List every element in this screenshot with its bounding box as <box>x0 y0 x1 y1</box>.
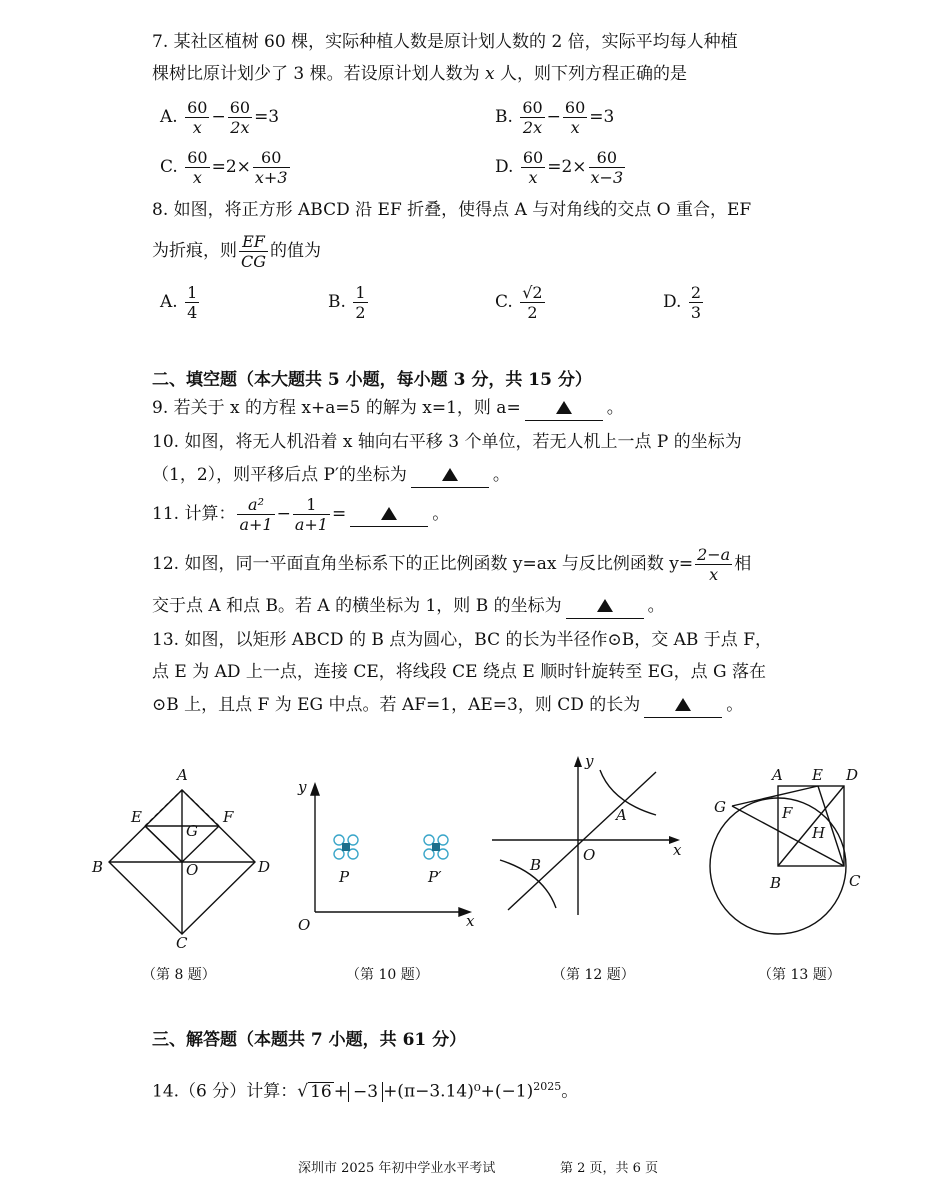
abs-value: −3 <box>348 1082 383 1102</box>
op: =2× <box>547 157 587 177</box>
q9-end: 。 <box>606 398 624 418</box>
figure-12 <box>492 764 672 915</box>
frac-num: 1 <box>293 495 330 515</box>
triangle-icon <box>597 599 613 612</box>
drone-icon <box>334 835 358 859</box>
exponent: 2025 <box>533 1080 562 1093</box>
frac-den: 2 <box>355 303 366 322</box>
q8-line2b: 的值为 <box>270 241 322 261</box>
answer-blank[interactable] <box>411 463 489 488</box>
q8-option-b <box>328 283 370 322</box>
q14: 14.（6 分）计算：√ $16 + -3 +(\pi-3.14)^0+(-1)^{2025}$。 <box>152 1080 579 1102</box>
fig13-label-f: F <box>782 804 793 822</box>
q11 <box>152 495 449 534</box>
q13-line3 <box>152 693 743 718</box>
fig13-label-c: C <box>849 872 861 890</box>
triangle-icon <box>381 507 397 520</box>
fig8-label-d: D <box>258 858 271 876</box>
op: =2× <box>211 157 251 177</box>
q7-d-label: D. <box>495 157 514 177</box>
section-2-title: 二、填空题（本大题共 5 小题，每小题 3 分，共 15 分） <box>152 370 592 390</box>
fig8-label-b: B <box>92 858 104 876</box>
fig12-label-a: A <box>616 806 627 824</box>
q14-lead: 14.（6 分）计算： <box>152 1081 298 1102</box>
fig8-label-c: C <box>176 934 188 952</box>
label: A. <box>160 292 178 312</box>
q7-line2a: 棵树比原计划少了 3 棵。若设原计划人数为 <box>152 64 486 84</box>
frac-den: x+3 <box>254 168 288 187</box>
fig10-label-y: y <box>298 778 307 796</box>
q8-option-d <box>663 283 705 322</box>
fig10-label-p-prime: P′ <box>428 868 442 886</box>
q11-lead: 11. 计算： <box>152 504 236 524</box>
q7-c-label: C. <box>160 157 178 177</box>
fig10-label-p: P <box>339 868 350 886</box>
fig8-label-f: F <box>223 808 234 826</box>
fig12-label-y: y <box>585 752 594 770</box>
q12-line2 <box>152 594 665 619</box>
fig12-label-b: B <box>530 856 542 874</box>
label: D. <box>663 292 682 312</box>
frac-num: 60 <box>589 148 626 168</box>
q7-option-b <box>495 98 614 137</box>
caption-fig8: （第 8 题） <box>142 967 216 983</box>
frac-num: √2 <box>522 283 543 302</box>
rest: =3 <box>254 107 280 127</box>
q10-text: （1，2），则平移后点 P′的坐标为 <box>152 465 407 485</box>
frac-den: 4 <box>187 303 198 322</box>
q8-option-c <box>495 283 547 322</box>
fig10-label-x: x <box>466 912 475 930</box>
frac-den: 2 <box>527 303 538 322</box>
q12-line1 <box>152 545 751 584</box>
q7-b-label: B. <box>495 107 513 127</box>
fig10-label-o: O <box>298 916 311 934</box>
frac-den: 2x <box>522 118 543 137</box>
q9-text: 9. 若关于 x 的方程 x+a=5 的解为 x=1，则 a= <box>152 398 521 418</box>
eq: = <box>331 504 347 524</box>
fig13-label-a: A <box>772 766 783 784</box>
fig13-label-g: G <box>714 798 726 816</box>
q8-option-a <box>160 283 201 322</box>
answer-blank[interactable] <box>644 693 722 718</box>
section-3-title: 三、解答题（本题共 7 小题，共 61 分） <box>152 1030 467 1050</box>
label: B. <box>328 292 346 312</box>
q7-var: x <box>485 64 495 84</box>
frac-den: x <box>528 168 538 187</box>
answer-blank[interactable] <box>525 396 603 421</box>
rest: =3 <box>589 107 615 127</box>
q10-end: 。 <box>492 465 510 485</box>
frac-num: 60 <box>522 148 544 167</box>
fig8-label-e: E <box>131 808 142 826</box>
op: − <box>546 107 561 127</box>
frac-den: a+1 <box>239 515 273 534</box>
frac-num: 60 <box>522 98 543 117</box>
footer-page-number: 第 2 页，共 6 页 <box>560 1161 659 1176</box>
frac-den: x <box>192 118 202 137</box>
q14-end: 。 <box>561 1081 579 1102</box>
q7-a-label: A. <box>160 107 178 127</box>
frac-num: EF <box>239 232 268 252</box>
footer-exam-title: 深圳市 2025 年初中学业水平考试 <box>298 1161 496 1176</box>
q12-text-end: 相 <box>734 554 752 574</box>
q13-line1: 13. 如图，以矩形 ABCD 的 B 点为圆心，BC 的长为半径作⊙B，交 AB 于点 F， <box>152 630 773 650</box>
frac-den: x <box>709 565 719 584</box>
frac-den: x <box>192 168 202 187</box>
triangle-icon <box>442 468 458 481</box>
q7-option-c <box>160 148 292 187</box>
frac-num: 1 <box>355 283 366 302</box>
sqrt-radicand: 16 <box>310 1081 332 1102</box>
q9 <box>152 396 624 421</box>
q7-line2 <box>152 62 687 86</box>
triangle-icon <box>675 698 691 711</box>
fig13-label-h: H <box>812 824 826 842</box>
frac-den: 2x <box>230 118 250 137</box>
fig12-y-arrow <box>574 756 582 767</box>
plus: + <box>333 1081 348 1102</box>
figure-13 <box>710 786 846 934</box>
caption-fig10: （第 10 题） <box>346 967 429 983</box>
frac-num: 60 <box>187 148 208 167</box>
q7-option-d <box>495 148 627 187</box>
q13-line2: 点 E 为 AD 上一点，连接 CE，将线段 CE 绕点 E 顺时针旋转至 EG，点 G 落在 <box>152 662 766 682</box>
q14-rest: +(π−3.14)⁰+(−1) <box>383 1081 534 1102</box>
fig12-label-x: x <box>673 841 682 859</box>
fig8-label-o: O <box>186 861 199 879</box>
caption-fig12: （第 12 题） <box>552 967 635 983</box>
q13-text: ⊙B 上，且点 F 为 EG 中点。若 AF=1，AE=3，则 CD 的长为 <box>152 695 641 715</box>
q10-line2 <box>152 463 510 488</box>
q7-line1: 7. 某社区植树 60 棵，实际种植人数是原计划人数的 2 倍，实际平均每人种植 <box>152 32 738 52</box>
q12-text2: 交于点 A 和点 B。若 A 的横坐标为 1，则 B 的坐标为 <box>152 596 562 616</box>
fig13-label-b: B <box>770 874 782 892</box>
fig13-label-d: D <box>846 766 859 784</box>
frac-num: 2−a <box>697 545 731 564</box>
frac-num: 1 <box>187 283 198 302</box>
frac-num: 60 <box>253 148 290 168</box>
q11-end: 。 <box>432 504 450 524</box>
frac-den: x <box>570 118 580 137</box>
frac-den: a+1 <box>294 515 328 534</box>
q7-option-a <box>160 98 279 137</box>
frac-den: CG <box>241 252 267 271</box>
frac-den: x−3 <box>590 168 624 187</box>
q7-line2b: 人，则下列方程正确的是 <box>494 64 688 84</box>
frac-num: 60 <box>564 98 586 117</box>
q12-text: 12. 如图，同一平面直角坐标系下的正比例函数 y=ax 与反比例函数 y= <box>152 554 694 574</box>
answer-blank[interactable] <box>350 502 428 527</box>
fig13-label-e: E <box>812 766 823 784</box>
op: − <box>276 504 291 524</box>
frac-num: 60 <box>229 98 251 117</box>
op: − <box>211 107 226 127</box>
q8-line2 <box>152 232 321 271</box>
fig12-label-o: O <box>583 846 596 864</box>
fig8-label-a: A <box>177 766 188 784</box>
q10-line1: 10. 如图，将无人机沿着 x 轴向右平移 3 个单位，若无人机上一点 P 的坐标为 <box>152 432 742 452</box>
frac-num: 60 <box>187 98 208 117</box>
frac-den: 3 <box>690 303 702 322</box>
q13-end: 。 <box>726 695 744 715</box>
frac-num: 2 <box>690 283 702 302</box>
frac-num: a² <box>237 495 274 515</box>
label: C. <box>495 292 513 312</box>
triangle-icon <box>556 401 572 414</box>
fig8-label-g: G <box>186 822 198 840</box>
caption-fig13: （第 13 题） <box>758 967 841 983</box>
drone-icon <box>424 835 448 859</box>
q12-end: 。 <box>647 596 665 616</box>
answer-blank[interactable] <box>566 594 644 619</box>
q8-line1: 8. 如图，将正方形 ABCD 沿 EF 折叠，使得点 A 与对角线的交点 O 重合，EF <box>152 200 752 220</box>
q8-line2a: 为折痕，则 <box>152 241 237 261</box>
